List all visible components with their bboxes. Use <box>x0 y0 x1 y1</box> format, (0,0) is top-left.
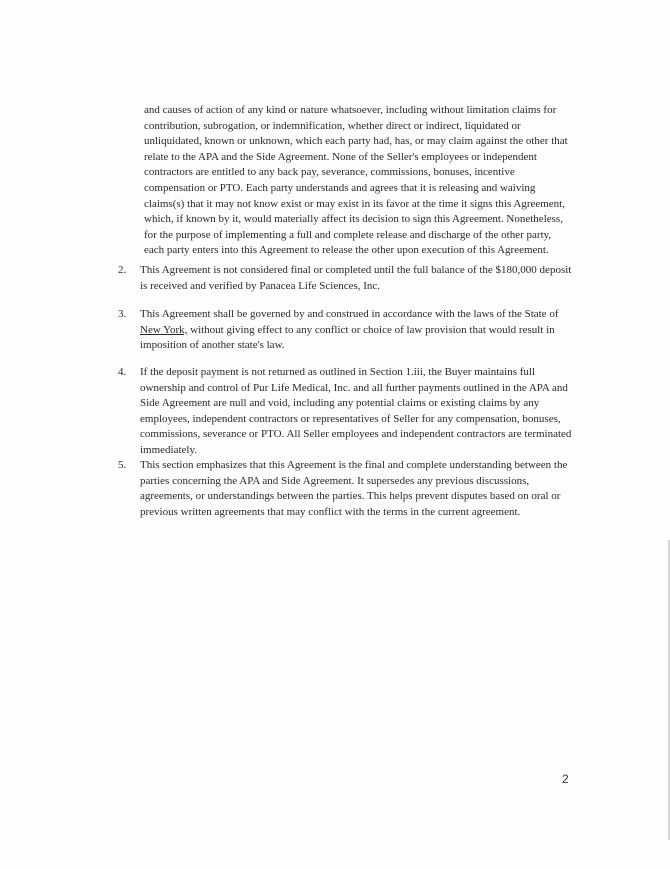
item-number: 5. <box>118 459 127 471</box>
list-item-4 <box>118 365 578 459</box>
page-number: 2 <box>562 772 569 786</box>
item-text: This Agreement is not considered final or completed until the full balance of the $180,000 deposit is received and verified by Panacea Life Sciences, Inc. <box>140 264 572 292</box>
continuation-paragraph: and causes of action of any kind or nature whatsoever, including without limitation claims for contribution, subrogation, or indemnification, whether direct or indirect, liquidated or unliquidated, known or unknown, which each party had, has, or may claim against the other that relate to the APA and the Side Agreement. None of the Seller's employees or independent contractors are entitled to any back pay, severance, commissions, bonuses, incentive compensation or PTO. Each party understands and agrees that it is releasing and waiving claims(s) that it may not know exist or may exist in its favor at the time it signs this Agreement, which, if known by it, would materially affect its decision to sign this Agreement. Nonetheless, for the purpose of implementing a full and complete release and discharge of the other party, each party enters into this Agreement to release the other upon execution of this Agreement. <box>144 104 568 257</box>
item-text: This section emphasizes that this Agreement is the final and complete understanding between the parties concerning the APA and Side Agreement. It supersedes any previous discussions, agreements, or understandings between the parties. This helps prevent disputes based on oral or previous written agreements that may conflict with the terms in the current agreement. <box>140 459 568 518</box>
item-text <box>140 307 578 354</box>
item-text-after: without giving effect to any conflict or choice of law provision that would result in imposition of another state's law. <box>140 323 555 352</box>
item-number: 3. <box>118 308 127 320</box>
item-text-before: This Agreement shall be governed by and construed in accordance with the laws of the State of <box>140 308 559 320</box>
item-number: 4. <box>118 366 127 378</box>
list-item-5 <box>118 458 578 520</box>
underlined-state: New York, <box>140 323 188 336</box>
item-number: 2. <box>118 264 127 276</box>
list-item-3 <box>118 307 578 354</box>
item-text: If the deposit payment is not returned as outlined in Section 1.iii, the Buyer maintains full ownership and control of Pur Life Medical, Inc. and all further payments outlined in the APA and Side Agreement are null and void, including any potential claims or existing claims by any employees, independent contractors or representatives of Seller for any compensation, bonuses, commissions, severance or PTO. All Seller employees and independent contractors are terminated immediately. <box>140 366 572 456</box>
list-item-2 <box>118 263 578 294</box>
